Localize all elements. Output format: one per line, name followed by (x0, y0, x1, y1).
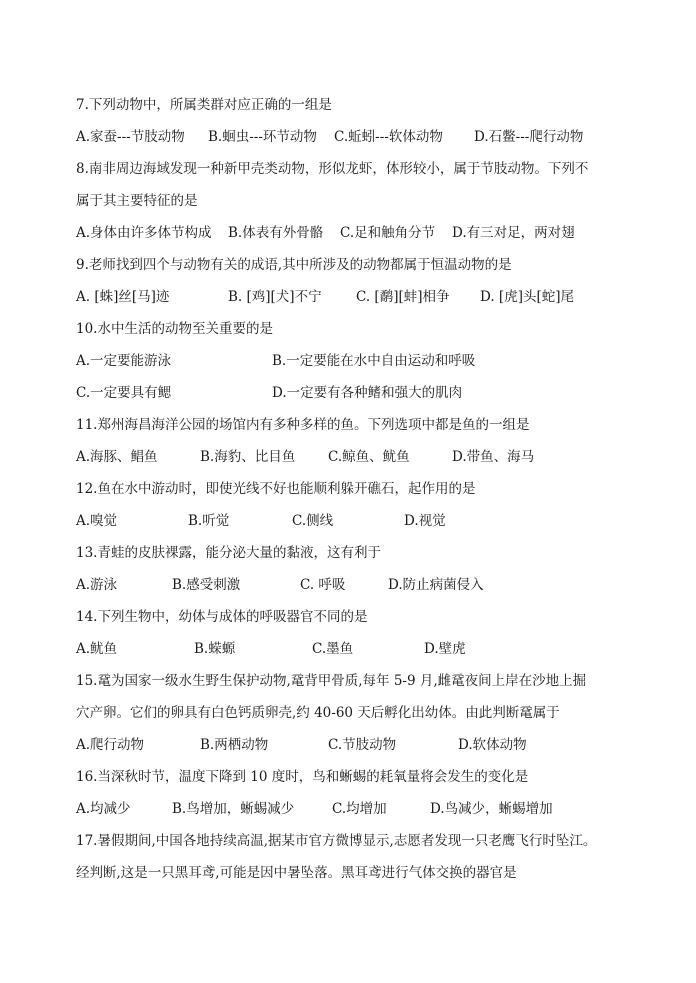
question-10-options-row-1 (76, 352, 636, 370)
question-9-option-d: D. [虎]头[蛇]尾 (480, 289, 574, 305)
question-15-option-c: C.节肢动物 (328, 737, 397, 753)
question-8-stem-line-2: 属于其主要特征的是 (76, 193, 198, 209)
question-13-options (76, 576, 636, 594)
question-8-stem-line-1: 8.南非周边海域发现一种新甲壳类动物，形似龙虾，体形较小，属于节肢动物。下列不 (76, 161, 589, 177)
question-17-stem-line-2: 经判断,这是一只黑耳鸢,可能是因中暑坠落。黑耳鸢进行气体交换的器官是 (76, 865, 517, 881)
question-14-option-b: B.蝾螈 (194, 641, 236, 657)
question-10-stem: 10.水中生活的动物至关重要的是 (76, 321, 273, 337)
question-15-option-b: B.两栖动物 (200, 737, 269, 753)
question-7-option-b: B.蛔虫---环节动物 (208, 129, 317, 145)
question-7-stem: 7.下列动物中，所属类群对应正确的一组是 (76, 97, 332, 113)
question-11-stem: 11.郑州海昌海洋公园的场馆内有多种多样的鱼。下列选项中都是鱼的一组是 (76, 417, 530, 433)
question-11-option-d: D.带鱼、海马 (452, 449, 535, 465)
question-16-option-a: A.均减少 (76, 801, 131, 817)
question-15-option-a: A.爬行动物 (76, 737, 145, 753)
question-16-option-c: C.均增加 (332, 801, 387, 817)
question-15-option-d: D.软体动物 (458, 737, 527, 753)
question-9-option-b: B. [鸡][犬]不宁 (228, 289, 322, 305)
question-9-options (76, 288, 636, 306)
question-10-options-row-2 (76, 384, 636, 402)
question-8-options (76, 224, 636, 242)
question-7-option-c: C.蚯蚓---软体动物 (334, 129, 443, 145)
question-16-option-d: D.鸟减少，蜥蜴增加 (430, 801, 553, 817)
question-8-option-b: B.体表有外骨骼 (228, 225, 324, 241)
question-16-options (76, 800, 636, 818)
question-8-option-d: D.有三对足，两对翅 (452, 225, 575, 241)
question-7-option-d: D.石鳖---爬行动物 (474, 129, 584, 145)
question-10-option-b: B.一定要能在水中自由运动和呼吸 (272, 353, 476, 369)
question-9-option-c: C. [鹬][蚌]相争 (356, 289, 450, 305)
question-13-stem: 13.青蛙的皮肤裸露，能分泌大量的黏液，这有利于 (76, 545, 381, 561)
question-14-option-d: D.壁虎 (424, 641, 466, 657)
question-14-stem: 14.下列生物中，幼体与成体的呼吸器官不同的是 (76, 609, 368, 625)
question-13-option-c: C. 呼吸 (300, 577, 346, 593)
question-11-option-c: C.鲸鱼、鱿鱼 (328, 449, 410, 465)
question-17-stem-line-1: 17.暑假期间,中国各地持续高温,据某市官方微博显示,志愿者发现一只老鹰飞行时坠江。 (76, 833, 597, 849)
question-12-option-a: A.嗅觉 (76, 513, 118, 529)
question-15-stem-line-1: 15.鼋为国家一级水生野生保护动物,鼋背甲骨质,每年 5-9 月,雌鼋夜间上岸在沙地上掘 (76, 673, 587, 689)
question-8-option-c: C.足和触角分节 (340, 225, 436, 241)
question-15-stem-line-2: 穴产卵。它们的卵具有白色钙质卵壳,约 40-60 天后孵化出幼体。由此判断鼋属于 (76, 705, 560, 721)
question-9-stem: 9.老师找到四个与动物有关的成语,其中所涉及的动物都属于恒温动物的是 (76, 257, 512, 273)
question-14-option-a: A.鱿鱼 (76, 641, 118, 657)
question-13-option-b: B.感受刺激 (172, 577, 241, 593)
question-12-stem: 12.鱼在水中游动时，即使光线不好也能顺利躲开礁石，起作用的是 (76, 481, 476, 497)
question-12-option-b: B.听觉 (188, 513, 230, 529)
question-13-option-d: D.防止病菌侵入 (388, 577, 484, 593)
question-12-option-d: D.视觉 (404, 513, 446, 529)
question-12-option-c: C.侧线 (292, 513, 334, 529)
question-7-option-a: A.家蚕---节肢动物 (76, 129, 185, 145)
question-13-option-a: A.游泳 (76, 577, 118, 593)
question-14-option-c: C.墨鱼 (312, 641, 354, 657)
question-15-options (76, 736, 636, 754)
question-10-option-c: C.一定要具有鳃 (76, 385, 172, 401)
question-11-options (76, 448, 636, 466)
question-11-option-a: A.海豚、鲳鱼 (76, 449, 158, 465)
question-16-option-b: B.鸟增加，蜥蜴减少 (172, 801, 295, 817)
question-14-options (76, 640, 636, 658)
question-10-option-a: A.一定要能游泳 (76, 353, 172, 369)
question-12-options (76, 512, 636, 530)
question-8-option-a: A.身体由许多体节构成 (76, 225, 212, 241)
question-9-option-a: A. [蛛]丝[马]迹 (76, 289, 170, 305)
question-16-stem: 16.当深秋时节，温度下降到 10 度时，鸟和蜥蜴的耗氧量将会发生的变化是 (76, 769, 529, 785)
question-7-options (76, 128, 636, 146)
question-10-option-d: D.一定要有各种鳍和强大的肌肉 (272, 385, 463, 401)
question-11-option-b: B.海豹、比目鱼 (200, 449, 296, 465)
